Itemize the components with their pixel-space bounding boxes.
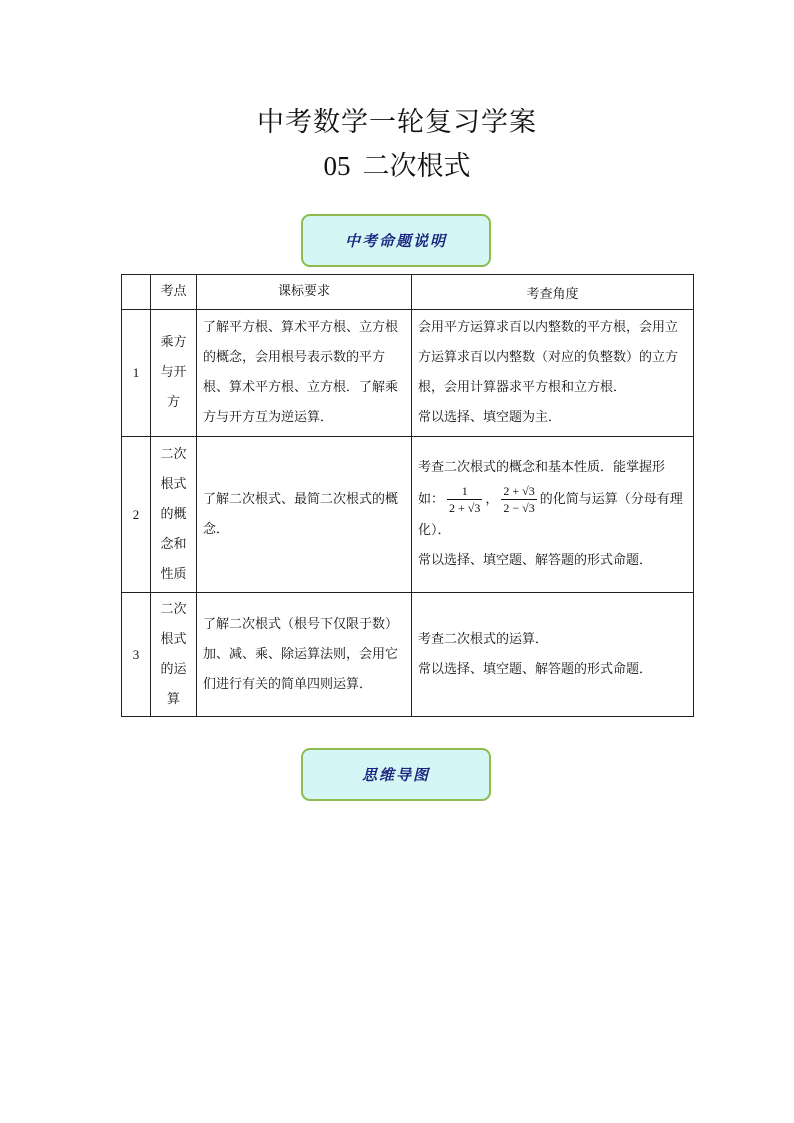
row-number: 3 [122, 593, 151, 717]
table-row [122, 593, 694, 717]
row-requirement: 了解二次根式（根号下仅限于数）加、减、乘、除运算法则，会用它们进行有关的简单四则运算． [197, 593, 412, 717]
header-requirement: 课标要求 [197, 275, 412, 310]
table-row [122, 437, 694, 593]
fraction-numerator: 2 + √3 [503, 484, 535, 498]
page-subtitle [0, 144, 794, 183]
fraction-denominator: 2 + √3 [449, 501, 481, 515]
header-no [122, 275, 151, 310]
fraction-denominator: 2 − √3 [503, 501, 535, 515]
exam-description-banner [301, 214, 491, 267]
angle-lead: 考查二次根式的概念和基本性质．能掌握形如： [418, 460, 666, 507]
angle-text: 常以选择、填空题、解答题的形式命题． [418, 661, 653, 677]
row-angle [412, 437, 694, 593]
row-point: 乘方与开方 [151, 310, 197, 437]
angle-text [418, 453, 687, 546]
chapter-number: 05 [323, 151, 351, 181]
row-requirement: 了解平方根、算术平方根、立方根的概念，会用根号表示数的平方根、算术平方根、立方根．了解乘方与开方互为逆运算． [197, 310, 412, 437]
row-requirement: 了解二次根式、最简二次根式的概念． [197, 437, 412, 593]
row-number: 2 [122, 437, 151, 593]
fraction-2 [501, 483, 536, 516]
row-angle [412, 593, 694, 717]
exam-points-table [121, 274, 694, 717]
fraction-1 [447, 483, 482, 516]
fraction-numerator: 1 [447, 483, 482, 500]
chapter-topic: 二次根式 [362, 151, 471, 182]
angle-text: 考查二次根式的运算． [418, 631, 549, 647]
angle-tail: 的化简与运算（分母有理化）． [418, 492, 683, 538]
table-header-row [122, 275, 694, 310]
row-point: 二次根式的运算 [151, 593, 197, 717]
angle-text: 会用平方运算求百以内整数的平方根，会用立方运算求百以内整数（对应的负整数）的立方根，会用计算器求平方根和立方根． [418, 320, 679, 395]
header-point: 考点 [151, 275, 197, 310]
angle-text: 常以选择、填空题、解答题的形式命题． [418, 553, 653, 568]
banner-label: 中考命题说明 [344, 232, 447, 250]
page-title: 中考数学一轮复习学案 [257, 107, 537, 138]
row-point: 二次根式的概念和性质 [151, 437, 197, 593]
fraction-separator: ， [485, 492, 499, 507]
header-angle: 考查角度 [412, 275, 694, 310]
row-angle [412, 310, 694, 437]
table-row [122, 310, 694, 437]
row-number: 1 [122, 310, 151, 437]
banner-label: 思维导图 [361, 766, 430, 784]
angle-text: 常以选择、填空题为主． [418, 410, 562, 425]
mind-map-banner [301, 748, 491, 801]
